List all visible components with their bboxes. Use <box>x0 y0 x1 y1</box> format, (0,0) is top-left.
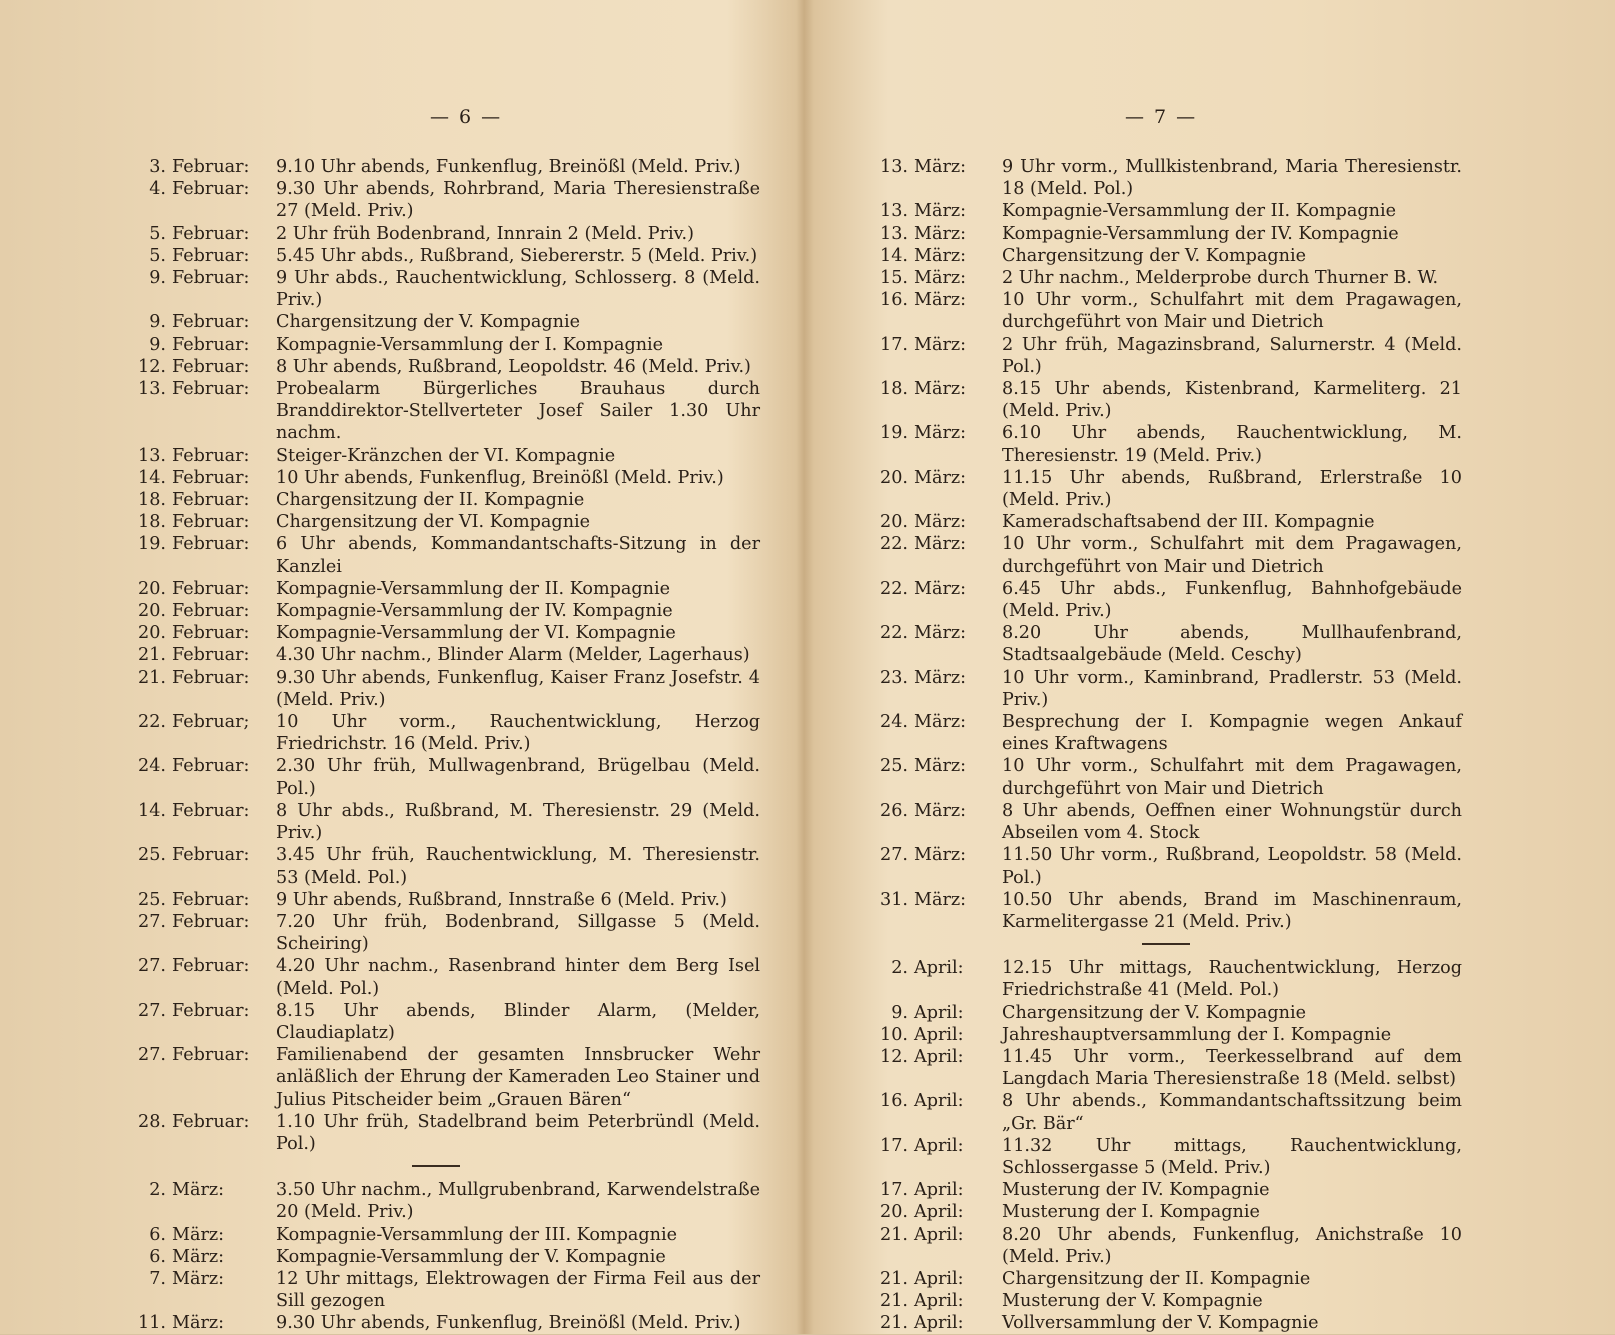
entry-day: 22. <box>880 534 908 555</box>
log-entry <box>120 644 760 666</box>
log-entry <box>862 1201 1462 1223</box>
log-entry <box>120 533 760 577</box>
entry-text: 8.20 Uhr abends, Funkenflug, Anichstraße 10 (Meld. Priv.) <box>1002 1224 1462 1267</box>
entry-day: 21. <box>138 645 166 666</box>
entry-month: März: <box>914 578 967 599</box>
entry-text: 9.30 Uhr abends, Funkenflug, Kaiser Franz Josefstr. 4 (Meld. Priv.) <box>276 667 760 710</box>
entry-day: 22. <box>138 712 166 733</box>
entry-day: 23. <box>880 667 908 688</box>
entry-day: 19. <box>138 534 166 555</box>
entry-month: Februar: <box>172 578 250 599</box>
log-entry <box>120 1179 760 1223</box>
log-entry <box>120 1312 760 1334</box>
log-entry <box>862 267 1462 289</box>
log-entry <box>862 1268 1462 1290</box>
entry-month: Februar: <box>172 445 250 466</box>
entry-day: 15. <box>880 268 908 289</box>
entry-day: 13. <box>880 223 908 244</box>
entry-text: 8 Uhr abds., Rußbrand, M. Theresienstr. 29 (Meld. Priv.) <box>276 800 760 844</box>
entry-month: März: <box>914 334 967 355</box>
entry-day: 18. <box>138 512 166 533</box>
entry-month: März: <box>172 1268 225 1289</box>
log-entry <box>120 156 760 178</box>
entry-month: März: <box>914 467 967 488</box>
entry-day: 20. <box>138 578 166 599</box>
entry-day: 13. <box>880 201 908 222</box>
entry-day: 14. <box>138 800 166 821</box>
entry-text: 3.45 Uhr früh, Rauchentwicklung, M. Theresienstr. 53 (Meld. Pol.) <box>276 845 760 888</box>
log-entry <box>120 223 760 245</box>
entry-month: März: <box>914 223 967 244</box>
entry-day: 19. <box>880 423 908 444</box>
entry-text: 8 Uhr abends., Kommandantschaftssitzung beim „Gr. Bär“ <box>1002 1091 1462 1134</box>
log-entry <box>120 1268 760 1312</box>
log-entry <box>120 356 760 378</box>
entry-month: März: <box>914 379 967 400</box>
entry-day: 16. <box>880 290 908 311</box>
entry-text: Chargensitzung der V. Kompagnie <box>1002 245 1307 266</box>
log-entry <box>862 667 1462 711</box>
entry-month: Februar: <box>172 667 250 688</box>
entry-day: 9. <box>149 268 166 289</box>
log-entry <box>862 1090 1462 1134</box>
entry-text: Kompagnie-Versammlung der V. Kompagnie <box>276 1246 666 1267</box>
entry-text: Probealarm Bürgerliches Brauhaus durch Branddirektor-Stellverteter Josef Sailer 1.30 Uhr nachm. <box>276 379 760 444</box>
entry-text: 9.30 Uhr abends, Rohrbrand, Maria Theresienstraße 27 (Meld. Priv.) <box>276 179 760 222</box>
entry-month: Februar: <box>172 601 250 622</box>
entry-month: April: <box>914 1180 964 1201</box>
entry-month: März: <box>172 1180 225 1201</box>
entry-month: März: <box>914 800 967 821</box>
entry-month: April: <box>914 1046 964 1067</box>
entry-month: Februar: <box>172 490 250 511</box>
entry-text: 8 Uhr abends, Rußbrand, Leopoldstr. 46 (Meld. Priv.) <box>276 356 751 377</box>
entry-text: 11.32 Uhr mittags, Rauchentwicklung, Schlossergasse 5 (Meld. Priv.) <box>1002 1135 1462 1178</box>
log-entry <box>862 533 1462 577</box>
log-entry <box>120 600 760 622</box>
entry-text: Steiger-Kränzchen der VI. Kompagnie <box>276 445 616 466</box>
entry-month: Februar: <box>172 334 250 355</box>
entry-text: 6 Uhr abends, Kommandantschafts-Sitzung in der Kanzlei <box>276 534 760 577</box>
log-entry <box>862 245 1462 267</box>
log-entry <box>862 889 1462 933</box>
entry-day: 14. <box>138 467 166 488</box>
log-entry <box>120 1111 760 1155</box>
entry-day: 7. <box>149 1268 166 1289</box>
entry-text: 4.20 Uhr nachm., Rasenbrand hinter dem Berg Isel (Meld. Pol.) <box>276 956 760 999</box>
log-entry <box>862 378 1462 422</box>
log-entry <box>862 1179 1462 1201</box>
log-entry <box>862 711 1462 755</box>
log-entry <box>862 1312 1462 1334</box>
log-entry <box>862 289 1462 333</box>
entry-day: 2. <box>149 1180 166 1201</box>
entry-day: 21. <box>880 1268 908 1289</box>
entry-day: 11. <box>138 1313 166 1334</box>
entry-month: Februar: <box>172 467 250 488</box>
entry-month: Februar: <box>172 534 250 555</box>
entry-day: 22. <box>880 578 908 599</box>
entry-text: Kompagnie-Versammlung der III. Kompagnie <box>276 1224 677 1245</box>
log-entry <box>862 1290 1462 1312</box>
log-entry <box>862 1135 1462 1179</box>
entry-day: 18. <box>138 490 166 511</box>
entry-day: 17. <box>880 1135 908 1156</box>
entry-text: 10 Uhr vorm., Schulfahrt mit dem Pragawagen, durchgeführt von Mair und Dietrich <box>1002 756 1462 799</box>
entry-text: 10 Uhr vorm., Schulfahrt mit dem Pragawagen, durchgeführt von Mair und Dietrich <box>1002 534 1462 577</box>
entry-day: 28. <box>138 1111 166 1132</box>
log-entry <box>120 378 760 445</box>
entry-month: März: <box>914 667 967 688</box>
page-number: — 7 — <box>1125 106 1198 128</box>
log-entry <box>120 178 760 222</box>
log-entry <box>120 467 760 489</box>
entry-month: Februar: <box>172 889 250 910</box>
log-entry <box>862 957 1462 1001</box>
entry-text: 10 Uhr vorm., Schulfahrt mit dem Pragawagen, durchgeführt von Mair und Dietrich <box>1002 290 1462 333</box>
entry-month: April: <box>914 1024 964 1045</box>
right-page <box>807 0 1614 1334</box>
entry-day: 27. <box>138 1045 166 1066</box>
entry-text: Chargensitzung der II. Kompagnie <box>276 490 585 511</box>
entry-month: Februar: <box>172 268 250 289</box>
entry-text: 8 Uhr abends, Oeffnen einer Wohnungstür durch Abseilen vom 4. Stock <box>1002 800 1462 844</box>
entry-text: Jahreshauptversammlung der I. Kompagnie <box>1002 1024 1392 1045</box>
entry-day: 12. <box>138 356 166 377</box>
entry-text: 2 Uhr früh Bodenbrand, Innrain 2 (Meld. Priv.) <box>276 223 694 244</box>
entry-text: Kompagnie-Versammlung der I. Kompagnie <box>276 334 664 355</box>
entry-day: 27. <box>138 1000 166 1021</box>
entry-text: 6.10 Uhr abends, Rauchentwicklung, M. Theresienstr. 19 (Meld. Priv.) <box>1002 423 1462 466</box>
entry-month: April: <box>914 1268 964 1289</box>
log-entry <box>862 1002 1462 1024</box>
entry-text: 2 Uhr früh, Magazinsbrand, Salurnerstr. 4 (Meld. Pol.) <box>1002 334 1462 377</box>
entry-month: April: <box>914 1224 964 1245</box>
log-entry <box>862 200 1462 222</box>
entry-day: 21. <box>138 667 166 688</box>
entry-month: April: <box>914 958 964 979</box>
log-entry <box>862 578 1462 622</box>
log-entry <box>120 911 760 955</box>
log-entry <box>120 889 760 911</box>
entry-day: 5. <box>149 245 166 266</box>
entry-text: 2 Uhr nachm., Melderprobe durch Thurner B. W. <box>1002 268 1439 289</box>
log-entry <box>120 955 760 999</box>
log-entry <box>120 800 760 844</box>
log-entry <box>862 800 1462 844</box>
entry-day: 12. <box>880 1046 908 1067</box>
entry-month: Februar: <box>172 845 250 866</box>
log-entry <box>120 445 760 467</box>
entry-month: Februar: <box>172 800 250 821</box>
entry-day: 20. <box>880 467 908 488</box>
page-number: — 6 — <box>430 106 503 128</box>
entry-month: Februar: <box>172 956 250 977</box>
entry-text: 8.20 Uhr abends, Mullhaufenbrand, Stadtsaalgebäude (Meld. Ceschy) <box>1002 623 1462 666</box>
log-entry <box>120 489 760 511</box>
entry-day: 3. <box>149 157 166 177</box>
entry-list <box>862 156 1462 1335</box>
entry-text: 12 Uhr mittags, Elektrowagen der Firma Feil aus der Sill gezogen <box>276 1268 760 1312</box>
entry-month: Februar: <box>172 756 250 777</box>
log-entry <box>120 334 760 356</box>
entry-text: 10 Uhr abends, Funkenflug, Breinößl (Meld. Priv.) <box>276 467 724 488</box>
entry-day: 20. <box>138 601 166 622</box>
entry-month: April: <box>914 1091 964 1112</box>
entry-day: 27. <box>138 911 166 932</box>
entry-month: Februar: <box>172 245 250 266</box>
entry-text: Kameradschaftsabend der III. Kompagnie <box>1002 512 1375 533</box>
entry-text: Kompagnie-Versammlung der II. Kompagnie <box>276 578 671 599</box>
entry-text: 4.30 Uhr nachm., Blinder Alarm (Melder, Lagerhaus) <box>276 645 750 666</box>
entry-text: 10.50 Uhr abends, Brand im Maschinenraum, Karmelitergasse 21 (Meld. Priv.) <box>1002 889 1462 932</box>
entry-text: Musterung der V. Kompagnie <box>1002 1291 1263 1312</box>
entry-text: 11.15 Uhr abends, Rußbrand, Erlerstraße 10 (Meld. Priv.) <box>1002 467 1462 511</box>
entry-text: Vollversammlung der V. Kompagnie <box>1002 1313 1319 1334</box>
entry-day: 5. <box>149 223 166 244</box>
entry-month: Februar: <box>172 312 250 333</box>
entry-text: Kompagnie-Versammlung der IV. Kompagnie <box>276 601 673 622</box>
entry-text: Chargensitzung der V. Kompagnie <box>1002 1002 1307 1023</box>
entry-day: 13. <box>880 157 908 177</box>
entry-month: März: <box>914 756 967 777</box>
log-entry <box>862 334 1462 378</box>
entry-day: 9. <box>891 1002 908 1023</box>
entry-text: Besprechung der I. Kompagnie wegen Ankauf eines Kraftwagens <box>1002 712 1462 755</box>
entry-day: 20. <box>138 623 166 644</box>
entry-month: März: <box>914 512 967 533</box>
entry-month: Februar: <box>172 623 250 644</box>
entry-month: April: <box>914 1135 964 1156</box>
entry-day: 13. <box>138 445 166 466</box>
log-entry <box>120 1044 760 1111</box>
log-entry <box>862 422 1462 466</box>
log-entry <box>120 1000 760 1044</box>
entry-day: 22. <box>880 623 908 644</box>
log-entry <box>120 711 760 755</box>
entry-text: Musterung der I. Kompagnie <box>1002 1202 1260 1223</box>
entry-month: März: <box>914 889 967 910</box>
entry-text: 8.15 Uhr abends, Kistenbrand, Karmeliterg. 21 (Meld. Priv.) <box>1002 379 1462 422</box>
entry-day: 21. <box>880 1224 908 1245</box>
entry-month: Februar: <box>172 645 250 666</box>
entry-day: 24. <box>138 756 166 777</box>
entry-text: Familienabend der gesamten Innsbrucker Wehr anläßlich der Ehrung der Kameraden Leo Stainer und Julius Pitscheider beim „Grauen Bären“ <box>276 1045 760 1110</box>
log-entry <box>120 267 760 311</box>
log-entry <box>862 223 1462 245</box>
log-entry <box>120 755 760 799</box>
entry-text: 10 Uhr vorm., Rauchentwicklung, Herzog Friedrichstr. 16 (Meld. Priv.) <box>276 712 760 755</box>
entry-month: Februar: <box>172 911 250 932</box>
entry-text: Kompagnie-Versammlung der IV. Kompagnie <box>1002 223 1399 244</box>
entry-day: 24. <box>880 712 908 733</box>
entry-month: April: <box>914 1202 964 1223</box>
entry-text: 9 Uhr abds., Rauchentwicklung, Schlosserg. 8 (Meld. Priv.) <box>276 268 760 311</box>
log-entry <box>862 755 1462 799</box>
entry-month: April: <box>914 1002 964 1023</box>
entry-day: 27. <box>880 845 908 866</box>
entry-day: 6. <box>149 1246 166 1267</box>
entry-month: Februar: <box>172 512 250 533</box>
entry-text: 6.45 Uhr abds., Funkenflug, Bahnhofgebäude (Meld. Priv.) <box>1002 578 1462 622</box>
entry-text: Chargensitzung der VI. Kompagnie <box>276 512 591 533</box>
log-entry <box>862 511 1462 533</box>
entry-day: 21. <box>880 1291 908 1312</box>
entry-month: März: <box>914 534 967 555</box>
entry-month: Februar: <box>172 157 250 177</box>
entry-text: 2.30 Uhr früh, Mullwagenbrand, Brügelbau (Meld. Pol.) <box>276 756 760 799</box>
entry-month: März: <box>914 290 967 311</box>
entry-month: März: <box>914 623 967 644</box>
log-entry <box>120 667 760 711</box>
entry-month: April: <box>914 1313 964 1334</box>
entry-text: 3.50 Uhr nachm., Mullgrubenbrand, Karwendelstraße 20 (Meld. Priv.) <box>276 1180 760 1223</box>
entry-text: 10 Uhr vorm., Kaminbrand, Pradlerstr. 53 (Meld. Priv.) <box>1002 667 1462 710</box>
entry-month: Februar: <box>172 1000 250 1021</box>
entry-day: 25. <box>138 845 166 866</box>
log-entry <box>120 511 760 533</box>
log-entry <box>862 467 1462 511</box>
entry-day: 16. <box>880 1091 908 1112</box>
entry-text: 12.15 Uhr mittags, Rauchentwicklung, Herzog Friedrichstraße 41 (Meld. Pol.) <box>1002 958 1462 1001</box>
entry-text: 9 Uhr vorm., Mullkistenbrand, Maria Theresienstr. 18 (Meld. Pol.) <box>1002 157 1462 200</box>
entry-day: 20. <box>880 512 908 533</box>
log-entry <box>120 1224 760 1246</box>
log-entry <box>120 622 760 644</box>
log-entry <box>862 1024 1462 1046</box>
entry-day: 21. <box>880 1313 908 1334</box>
entry-day: 26. <box>880 800 908 821</box>
entry-day: 6. <box>149 1224 166 1245</box>
entry-month: Februar: <box>172 1045 250 1066</box>
entry-text: 11.50 Uhr vorm., Rußbrand, Leopoldstr. 58 (Meld. Pol.) <box>1002 845 1462 888</box>
entry-day: 25. <box>880 756 908 777</box>
entry-day: 4. <box>149 179 166 200</box>
entry-text: 11.45 Uhr vorm., Teerkesselbrand auf dem Langdach Maria Theresienstraße 18 (Meld. selbst) <box>1002 1046 1462 1090</box>
section-divider <box>1142 943 1190 945</box>
entry-text: 9 Uhr abends, Rußbrand, Innstraße 6 (Meld. Priv.) <box>276 889 727 910</box>
log-entry <box>862 1046 1462 1090</box>
entry-text: Musterung der IV. Kompagnie <box>1002 1180 1270 1201</box>
entry-text: 1.10 Uhr früh, Stadelbrand beim Peterbründl (Meld. Pol.) <box>276 1111 760 1154</box>
log-entry <box>862 1224 1462 1268</box>
left-page <box>0 0 807 1334</box>
entry-day: 18. <box>880 379 908 400</box>
entry-month: Februar: <box>172 179 250 200</box>
entry-list <box>120 156 760 1335</box>
entry-month: März: <box>914 423 967 444</box>
entry-day: 9. <box>149 334 166 355</box>
entry-month: März: <box>914 245 967 266</box>
log-entry <box>120 578 760 600</box>
entry-text: 7.20 Uhr früh, Bodenbrand, Sillgasse 5 (Meld. Scheiring) <box>276 911 760 955</box>
log-entry <box>862 156 1462 200</box>
log-entry <box>862 622 1462 666</box>
entry-day: 14. <box>880 245 908 266</box>
entry-text: 9.10 Uhr abends, Funkenflug, Breinößl (Meld. Priv.) <box>276 157 741 177</box>
entry-day: 10. <box>880 1024 908 1045</box>
entry-text: 8.15 Uhr abends, Blinder Alarm, (Melder, Claudiaplatz) <box>276 1000 760 1043</box>
log-entry <box>120 844 760 888</box>
entry-month: März: <box>172 1313 225 1334</box>
entry-month: Februar: <box>172 379 250 400</box>
entry-day: 20. <box>880 1202 908 1223</box>
entry-month: Februar: <box>172 223 250 244</box>
entry-day: 9. <box>149 312 166 333</box>
entry-text: 5.45 Uhr abds., Rußbrand, Siebererstr. 5 (Meld. Priv.) <box>276 245 758 266</box>
entry-month: Februar: <box>172 356 250 377</box>
entry-day: 17. <box>880 1180 908 1201</box>
entry-day: 2. <box>891 958 908 979</box>
log-entry <box>862 844 1462 888</box>
entry-day: 13. <box>138 379 166 400</box>
entry-month: April: <box>914 1291 964 1312</box>
entry-month: Februar; <box>172 712 250 733</box>
entry-text: Kompagnie-Versammlung der VI. Kompagnie <box>276 623 676 644</box>
entry-month: März: <box>914 845 967 866</box>
entry-month: Februar: <box>172 1111 250 1132</box>
entry-text: Chargensitzung der II. Kompagnie <box>1002 1268 1311 1289</box>
log-entry <box>120 311 760 333</box>
entry-day: 25. <box>138 889 166 910</box>
entry-text: Kompagnie-Versammlung der II. Kompagnie <box>1002 201 1397 222</box>
section-divider <box>412 1165 460 1167</box>
log-entry <box>120 245 760 267</box>
entry-month: März: <box>172 1224 225 1245</box>
entry-month: März: <box>172 1246 225 1267</box>
entry-day: 27. <box>138 956 166 977</box>
entry-text: 9.30 Uhr abends, Funkenflug, Breinößl (Meld. Priv.) <box>276 1313 741 1334</box>
entry-month: März: <box>914 712 967 733</box>
entry-month: März: <box>914 268 967 289</box>
entry-day: 17. <box>880 334 908 355</box>
entry-month: März: <box>914 201 967 222</box>
entry-month: März: <box>914 157 967 177</box>
entry-text: Chargensitzung der V. Kompagnie <box>276 312 581 333</box>
entry-day: 31. <box>880 889 908 910</box>
log-entry <box>120 1246 760 1268</box>
